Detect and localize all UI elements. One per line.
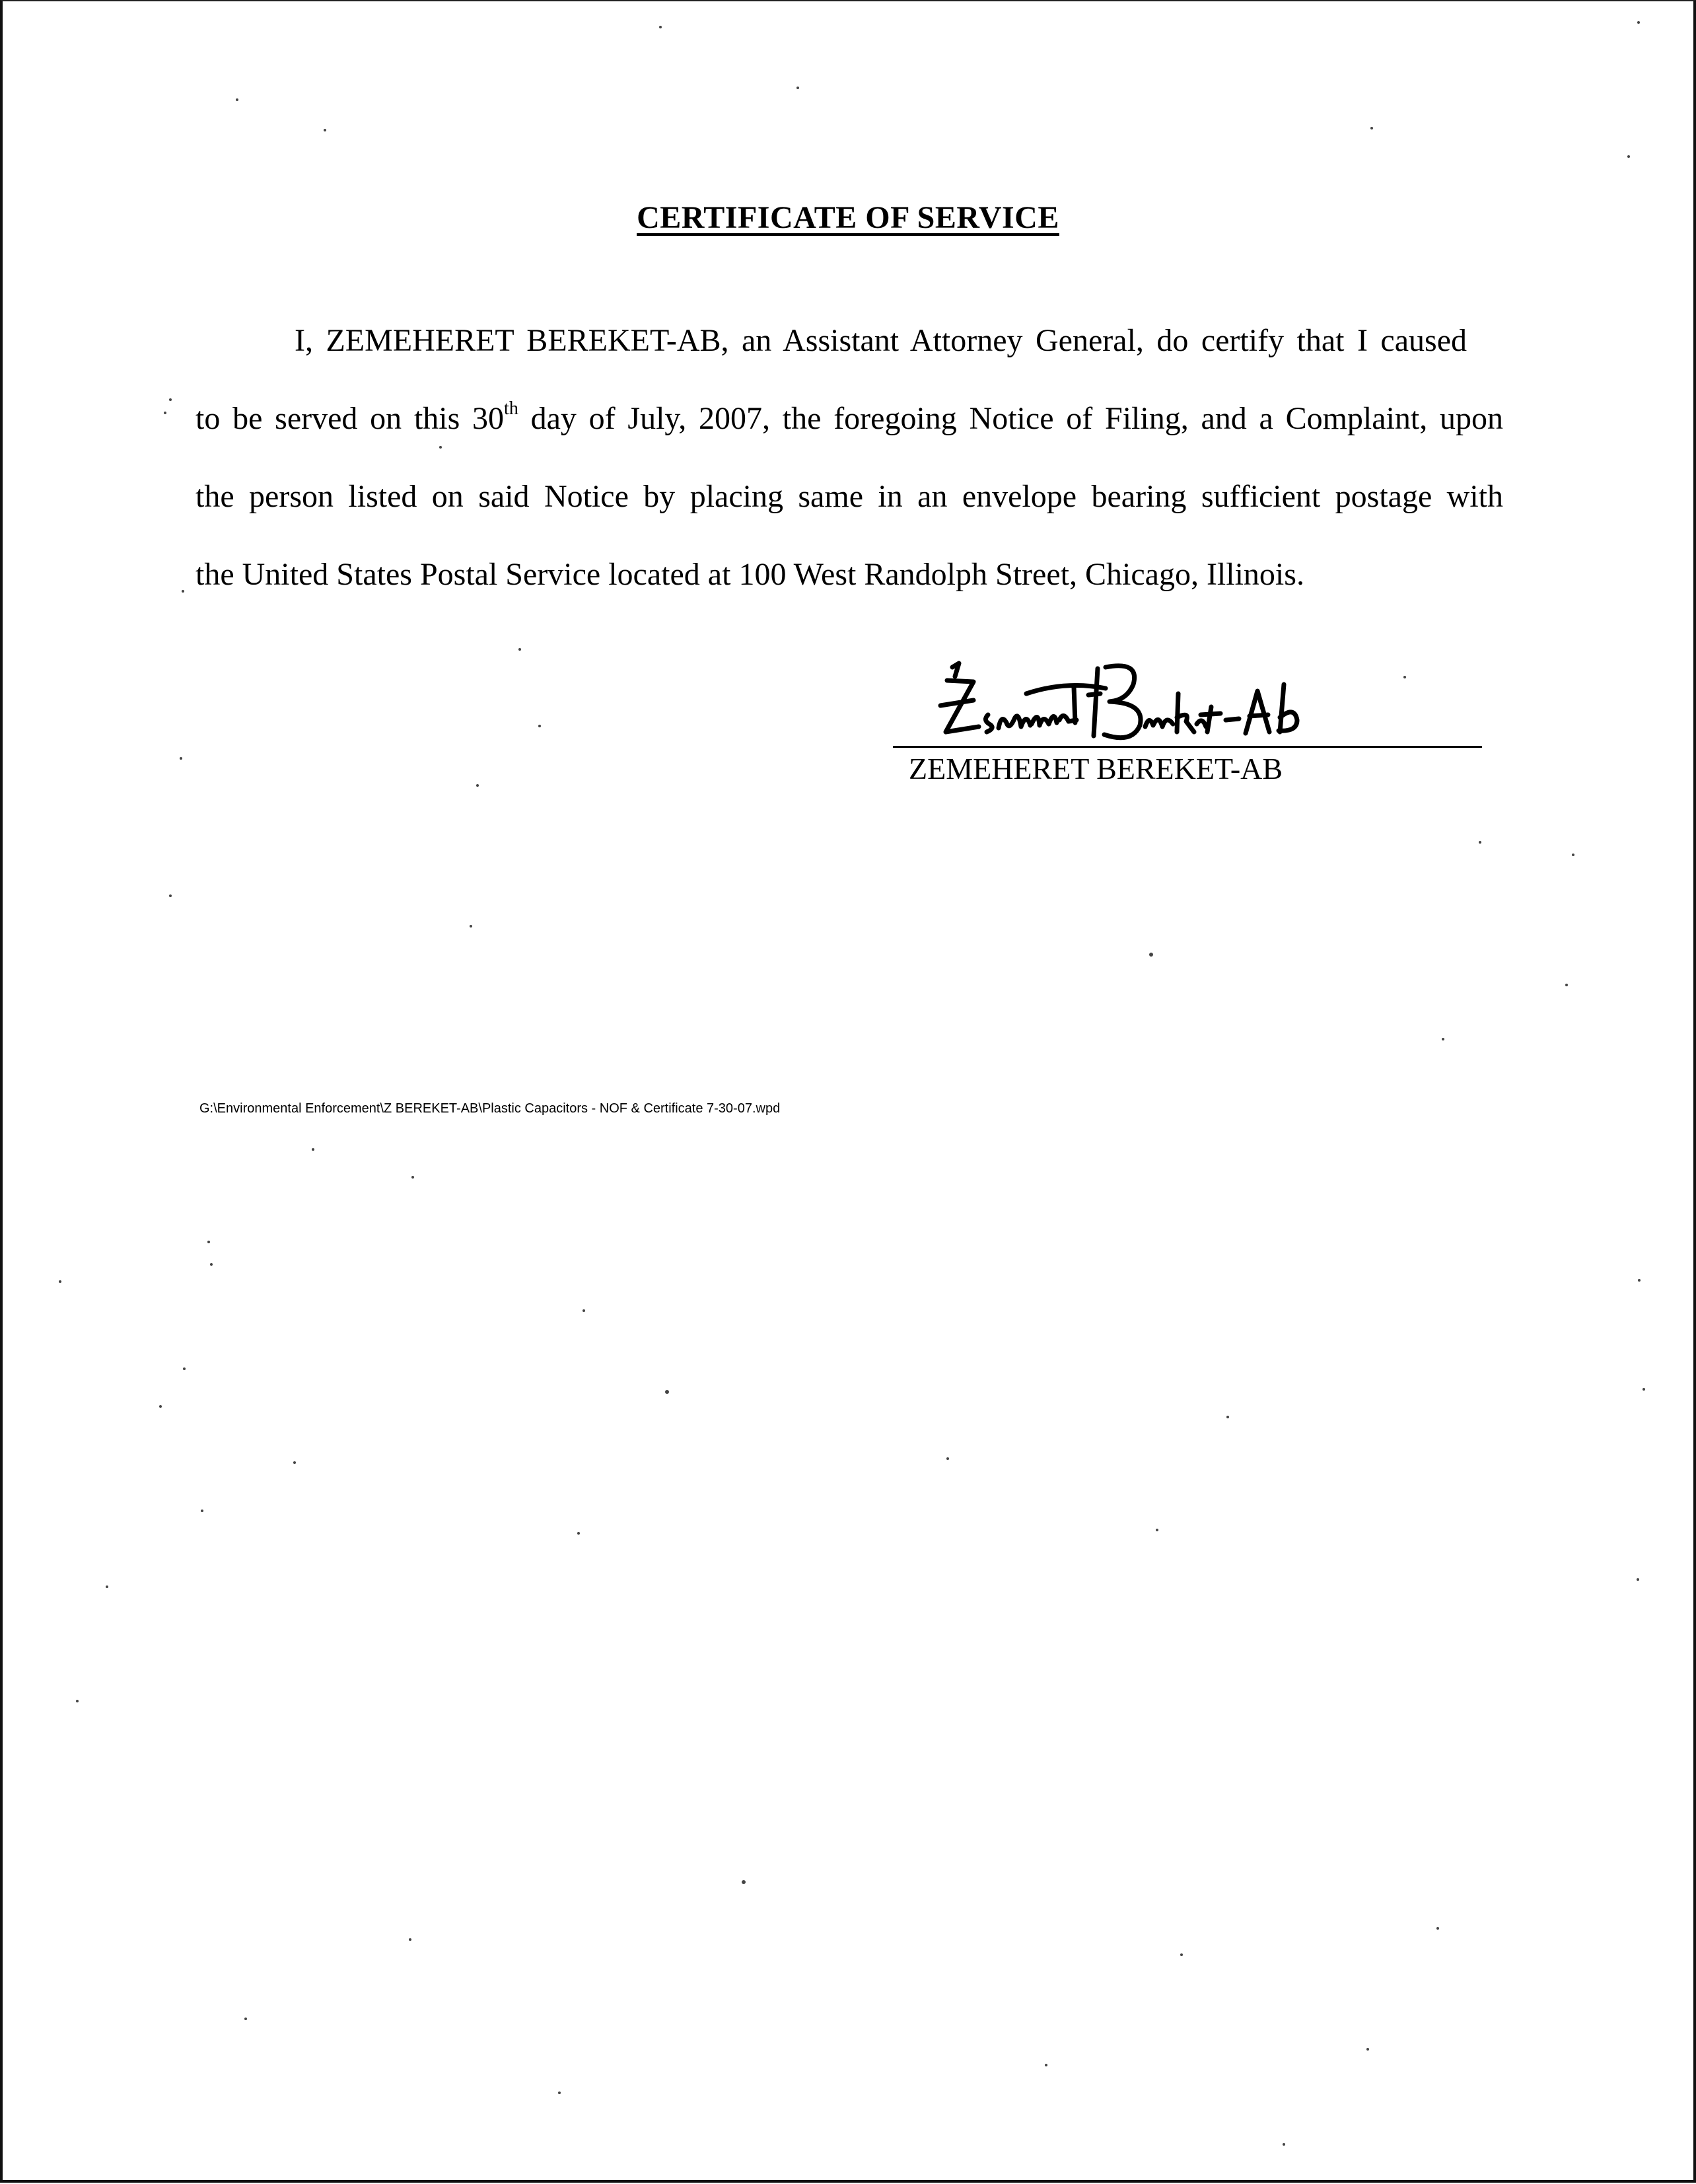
paragraph-line-2-end: day of July, 2007, the foregoing Notice of Filing, and a Complaint, upon <box>518 401 1504 436</box>
paragraph-line-3: the person listed on said Notice by placing same in an envelope bearing sufficient postage with <box>195 479 1503 514</box>
paragraph-line-1: I, ZEMEHERET BEREKET-AB, an Assistant Attorney General, do certify that I caused <box>295 323 1467 358</box>
signature-line <box>893 746 1482 748</box>
document-title <box>3 200 1693 236</box>
paragraph-line-2-start: to be served on this 30 <box>195 401 505 436</box>
ordinal-suffix: th <box>504 398 518 419</box>
signer-printed-name: ZEMEHERET BEREKET-AB <box>909 752 1283 785</box>
file-path-footer: G:\Environmental Enforcement\Z BEREKET-AB\Plastic Capacitors - NOF & Certificate 7-30-07.wpd <box>199 1101 781 1116</box>
document-title-text: CERTIFICATE OF SERVICE <box>637 200 1059 235</box>
handwritten-signature <box>927 654 1337 760</box>
paragraph-line-4: the United States Postal Service located at 100 West Randolph Street, Chicago, Illinois. <box>195 557 1304 592</box>
paragraph-line-2 <box>195 400 1503 437</box>
